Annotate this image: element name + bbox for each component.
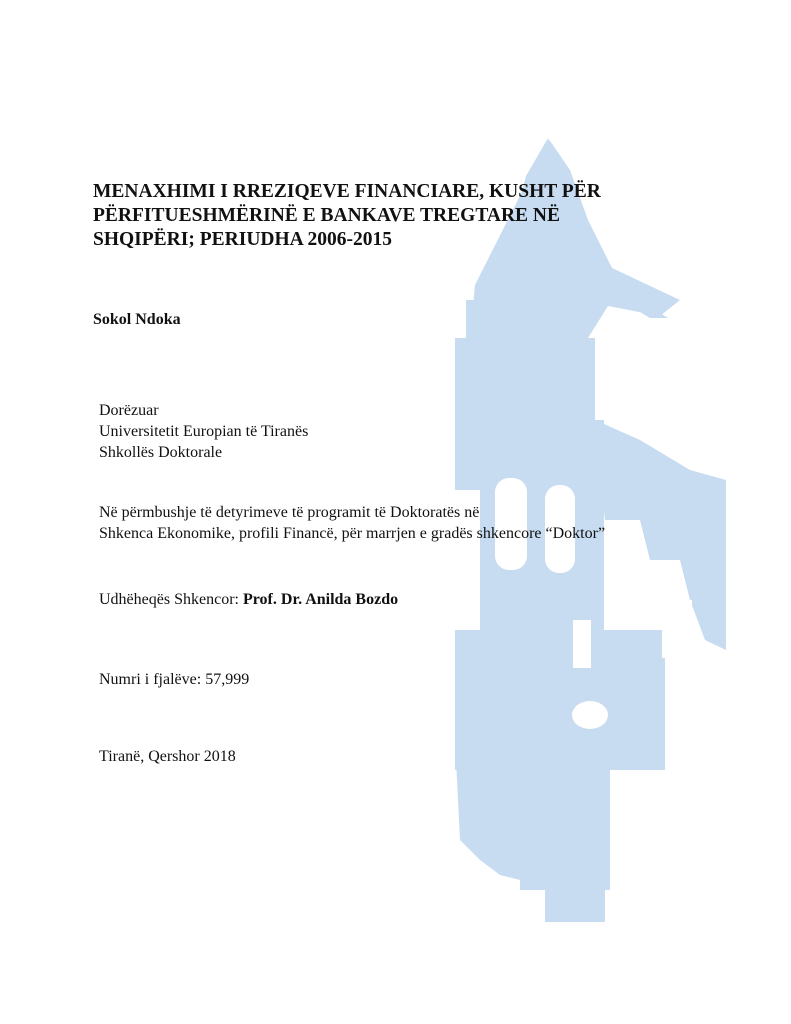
place-date-label: Tiranë, Qershor 2018 (99, 748, 236, 765)
word-count-label: Numri i fjalëve: 57,999 (99, 671, 250, 688)
title-line: MENAXHIMI I RREZIQEVE FINANCIARE, KUSHT PËR (93, 181, 601, 202)
submission-block (99, 400, 308, 463)
word-count (99, 669, 249, 690)
supervisor-name: Prof. Dr. Anilda Bozdo (242, 591, 399, 608)
supervisor-block (99, 589, 398, 610)
document-title (93, 180, 693, 252)
supervisor-label: Udhëheqës Shkencor: (99, 591, 243, 608)
submitted-line: Universitetit Europian të Tiranës (99, 423, 309, 440)
fulfilment-line: Shkenca Ekonomike, profili Financë, për marrjen e gradës shkencore “Doktor” (99, 525, 606, 542)
place-date (99, 746, 236, 767)
submitted-line: Shkollës Doktorale (99, 444, 223, 461)
fulfilment-block (99, 502, 605, 544)
author-name: Sokol Ndoka (93, 311, 181, 328)
title-line: SHQIPËRI; PERIUDHA 2006-2015 (93, 229, 393, 250)
fulfilment-line: Në përmbushje të detyrimeve të programit të Doktoratës në (99, 504, 480, 521)
title-line: PËRFITUESHMËRINË E BANKAVE TREGTARE NË (93, 205, 561, 226)
submitted-line: Dorëzuar (99, 402, 159, 419)
